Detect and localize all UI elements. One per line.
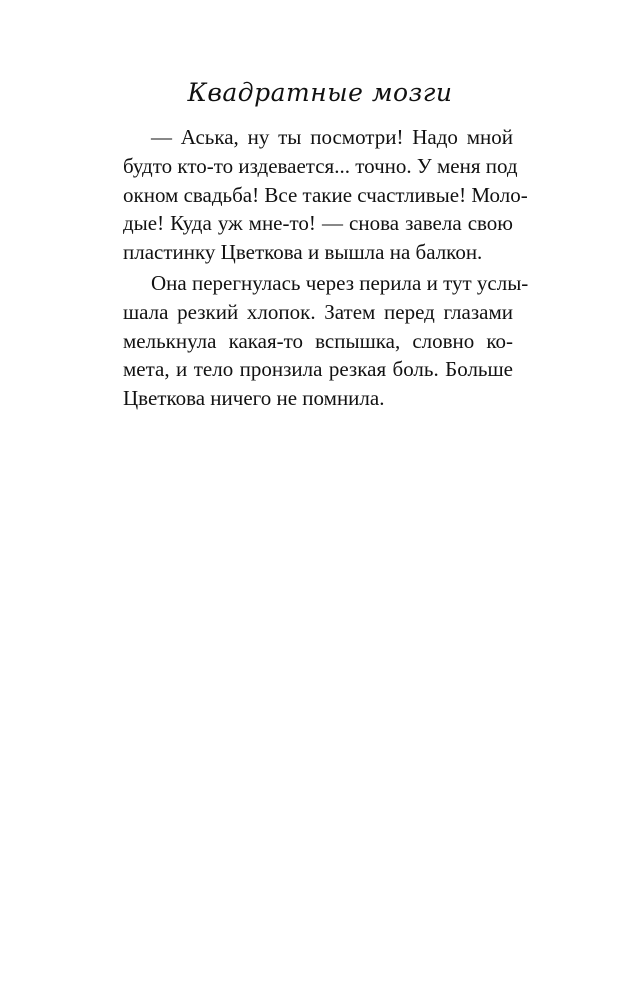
text-line: шала резкий хлопок. Затем перед глазами bbox=[123, 299, 513, 324]
text-line: пластинку Цветкова и вышла на балкон. bbox=[123, 240, 483, 265]
paragraph-2 bbox=[123, 269, 529, 413]
text-line: Она перегнулась через перила и тут услы- bbox=[151, 270, 529, 295]
text-line: будто кто-то издевается... точно. У меня под bbox=[123, 153, 518, 178]
text-line: мелькнула какая-то вспышка, словно ко- bbox=[123, 328, 513, 353]
running-head: Квадратные мозги bbox=[187, 78, 453, 107]
text-line: дые! Куда уж мне-то! — снова завела свою bbox=[123, 211, 513, 236]
text-line: Цветкова ничего не помнила. bbox=[123, 386, 385, 411]
text-line: мета, и тело пронзила резкая боль. Больше bbox=[123, 357, 513, 382]
body-text bbox=[123, 123, 529, 413]
text-line: — Аська, ну ты посмотри! Надо мной bbox=[151, 125, 513, 149]
text-line: окном свадьба! Все такие счастливые! Моло- bbox=[123, 182, 528, 207]
paragraph-1 bbox=[123, 123, 528, 267]
